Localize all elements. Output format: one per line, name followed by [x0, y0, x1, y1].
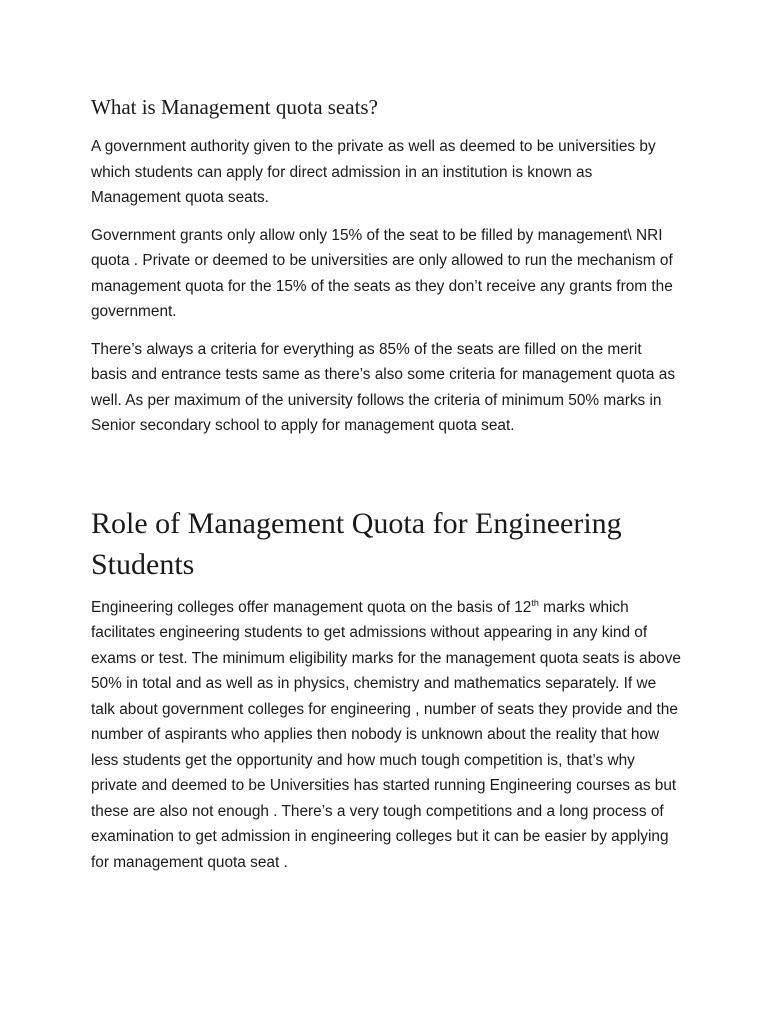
paragraph-criteria: There’s always a criteria for everything as 85% of the seats are filled on the merit basis and entrance tests same as there’s also some criteria for management quota as well. As per maximum of the university follows the criteria of minimum 50% marks in Senior secondary school to apply for management quota seat. — [91, 340, 676, 434]
paragraph-government-grants: Government grants only allow only 15% of the seat to be filled by management\ NRI quota . Private or deemed to be universities are only allowed to run the mechanism of management quota for the 15% of the seats as they don’t receive any grants from the government. — [91, 226, 673, 320]
paragraph-engineering-text-rest: marks which facilitates engineering students to get admissions without appearing in any kind of exams or test. The minimum eligibility marks for the management quota seats is above 50% in total and as well as in physics, chemistry and mathematics separately. If we talk about government colleges for engineering , number of seats they provide and the number of aspirants who applies then nobody is unknown about the reality that how less students get the opportunity and how much tough competition is, that’s why private and deemed to be Universities has started running Engineering courses as but these are also not enough . There’s a very tough competitions and a long process of examination to get admission in engineering colleges but it can be easier by applying for management quota seat . — [91, 598, 681, 871]
section-heading-management-quota: What is Management quota seats? — [91, 95, 378, 119]
paragraph-definition: A government authority given to the private as well as deemed to be universities by which students can apply for direct admission in an institution is known as Management quota seats. — [91, 138, 656, 206]
paragraph-engineering-text-start: Engineering colleges offer management quota on the basis of 12 — [91, 598, 532, 616]
document-body — [91, 94, 681, 887]
paragraph-engineering-colleges — [91, 595, 681, 876]
section-heading-engineering-role: Role of Management Quota for Engineering Students — [91, 506, 622, 581]
ordinal-superscript: th — [531, 597, 539, 608]
